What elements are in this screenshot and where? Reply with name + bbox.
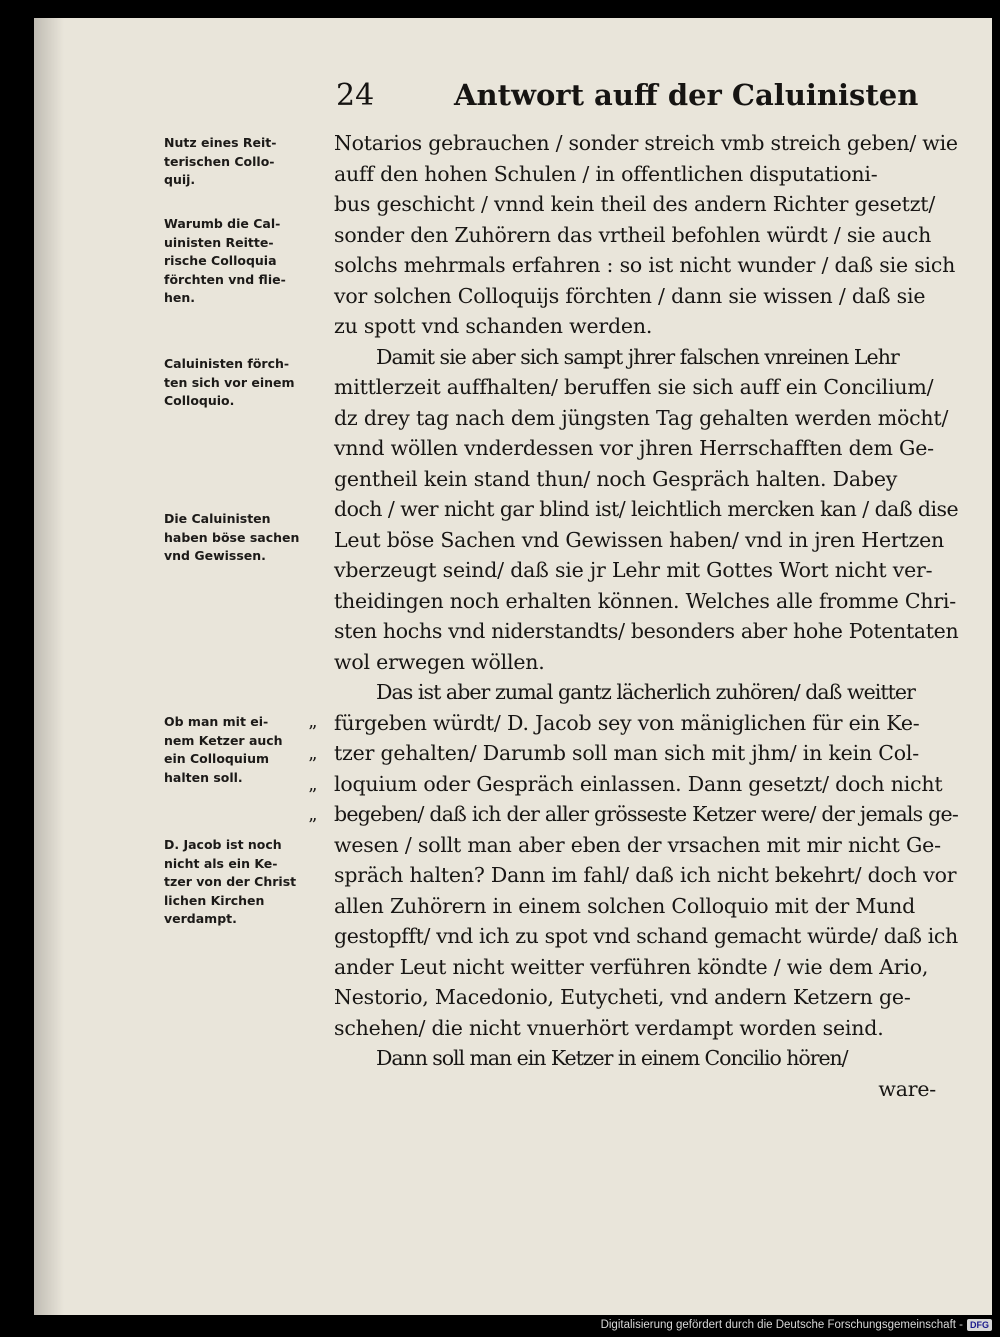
margin-note-line: förchten vnd flie- xyxy=(164,271,286,287)
text-line: begeben/ daß ich der aller grösseste Ketzer were/ der jemals ge- xyxy=(334,802,959,826)
margin-note-line: terischen Collo- xyxy=(164,153,275,169)
text-line: sten hochs vnd niderstandts/ besonders aber hohe Potentaten xyxy=(334,619,959,643)
text-line: Leut böse Sachen vnd Gewissen haben/ vnd in jren Hertzen xyxy=(334,527,945,552)
text-line: sonder den Zuhörern das vrtheil befohlen würdt / sie auch xyxy=(334,222,932,247)
text-line: gentheil kein stand thun/ noch Gespräch halten. Dabey xyxy=(334,466,898,491)
text-line: loquium oder Gespräch einlassen. Dann gesetzt/ doch nicht xyxy=(334,771,943,796)
margin-note-line: ten sich vor einem xyxy=(164,374,295,390)
gutter-quote-mark: ” xyxy=(308,722,318,743)
margin-note-line: vnd Gewissen. xyxy=(164,548,266,563)
margin-note-line: hen. xyxy=(164,290,196,305)
text-line: auff den hohen Schulen / in offentlichen disputationi- xyxy=(334,161,878,186)
running-title: Antwort auff der Caluinisten xyxy=(454,78,919,112)
text-line: Nestorio, Macedonio, Eutycheti, vnd andern Ketzern ge- xyxy=(334,985,911,1009)
text-line: theidingen noch erhalten können. Welches alle fromme Chri- xyxy=(334,588,957,613)
margin-note-line: Nutz eines Reit- xyxy=(164,135,277,150)
page-number: 24 xyxy=(336,78,375,113)
margin-note-line: tzer von der Christ xyxy=(164,874,297,889)
text-line: mittlerzeit auffhalten/ beruffen sie sich auff ein Concilium/ xyxy=(334,375,934,399)
text-line: Notarios gebrauchen / sonder streich vmb streich geben/ wie xyxy=(334,131,958,155)
margin-note-line: uinisten Reitte- xyxy=(164,234,274,250)
margin-note-5 xyxy=(164,713,324,787)
margin-note-line: verdampt. xyxy=(164,911,237,926)
margin-note-line: ein Colloquium xyxy=(164,751,269,766)
margin-note-line: nem Ketzer auch xyxy=(164,732,283,748)
footer-credit-text: Digitalisierung gefördert durch die Deutsche Forschungsgemeinschaft - xyxy=(600,1319,963,1331)
text-line: zu spott vnd schanden werden. xyxy=(334,314,653,338)
catchword: ware- xyxy=(878,1076,936,1101)
text-line: bus geschicht / vnnd kein theil des andern Richter gesetzt/ xyxy=(334,192,936,216)
digitization-footer xyxy=(601,1315,992,1335)
text-line: Das ist aber zumal gantz lächerlich zuhören/ daß weitter xyxy=(376,680,915,704)
margin-note-line: Die Caluinisten xyxy=(164,511,271,526)
margin-note-line: lichen Kirchen xyxy=(164,892,265,908)
text-line: spräch halten? Dann im fahl/ daß ich nicht bekehrt/ doch vor xyxy=(334,863,957,887)
main-text-block xyxy=(334,128,958,1104)
margin-note-line: nicht als ein Ke- xyxy=(164,855,278,871)
margin-note-line: rische Colloquia xyxy=(164,253,277,268)
text-line: ander Leut nicht weitter verführen köndte / wie dem Ario, xyxy=(334,954,929,979)
margin-note-line: D. Jacob ist noch xyxy=(164,837,282,852)
text-line: wesen / sollt man aber eben der vrsachen mit mir nicht Ge- xyxy=(334,832,941,857)
dfg-logo-icon: DFG xyxy=(967,1319,992,1331)
text-line: gestopfft/ vnd ich zu spot vnd schand gemacht würde/ daß ich xyxy=(334,924,958,948)
text-line: vnnd wöllen vnderdessen vor jhren Herrschafften dem Ge- xyxy=(334,436,934,460)
margin-note-line: Colloquio. xyxy=(164,393,235,408)
margin-note-line: halten soll. xyxy=(164,769,243,785)
gutter-quote-mark: ” xyxy=(308,785,318,806)
text-line: Damit sie aber sich sampt jhrer falschen vnreinen Lehr xyxy=(376,344,899,369)
text-line: vor solchen Colloquijs förchten / dann sie wissen / daß sie xyxy=(334,283,926,308)
text-line: schehen/ die nicht vnuerhört verdampt worden seind. xyxy=(334,1015,884,1040)
gutter-quote-mark: ” xyxy=(308,754,318,775)
text-line: doch / wer nicht gar blind ist/ leichtlich mercken kan / daß dise xyxy=(334,497,959,521)
text-line: tzer gehalten/ Darumb soll man sich mit jhm/ in kein Col- xyxy=(334,741,919,765)
margin-note-3 xyxy=(164,355,324,411)
margin-note-6 xyxy=(164,836,324,929)
text-line: vberzeugt seind/ daß sie jr Lehr mit Gottes Wort nicht ver- xyxy=(334,558,933,582)
margin-note-line: quij. xyxy=(164,172,196,187)
margin-note-line: Caluinisten förch- xyxy=(164,356,290,371)
margin-note-4 xyxy=(164,510,324,566)
text-line: allen Zuhörern in einem solchen Colloquio mit der Mund xyxy=(334,893,916,918)
margin-note-1 xyxy=(164,134,324,190)
text-line: solchs mehrmals erfahren : so ist nicht wunder / daß sie sich xyxy=(334,253,956,277)
margin-note-line: Warumb die Cal- xyxy=(164,216,281,231)
text-line: wol erwegen wöllen. xyxy=(334,649,545,674)
margin-note-line: Ob man mit ei- xyxy=(164,714,269,729)
margin-note-2 xyxy=(164,215,324,308)
page-gutter-shadow xyxy=(34,18,64,1315)
margin-note-line: haben böse sachen xyxy=(164,529,300,545)
text-line: Dann soll man ein Ketzer in einem Concilio hören/ xyxy=(376,1046,848,1070)
page-header xyxy=(330,72,950,132)
text-line: fürgeben würdt/ D. Jacob sey von mäniglichen für ein Ke- xyxy=(334,710,920,735)
gutter-quote-mark: ” xyxy=(308,815,318,836)
text-line: dz drey tag nach dem jüngsten Tag gehalten werden möcht/ xyxy=(334,405,949,430)
